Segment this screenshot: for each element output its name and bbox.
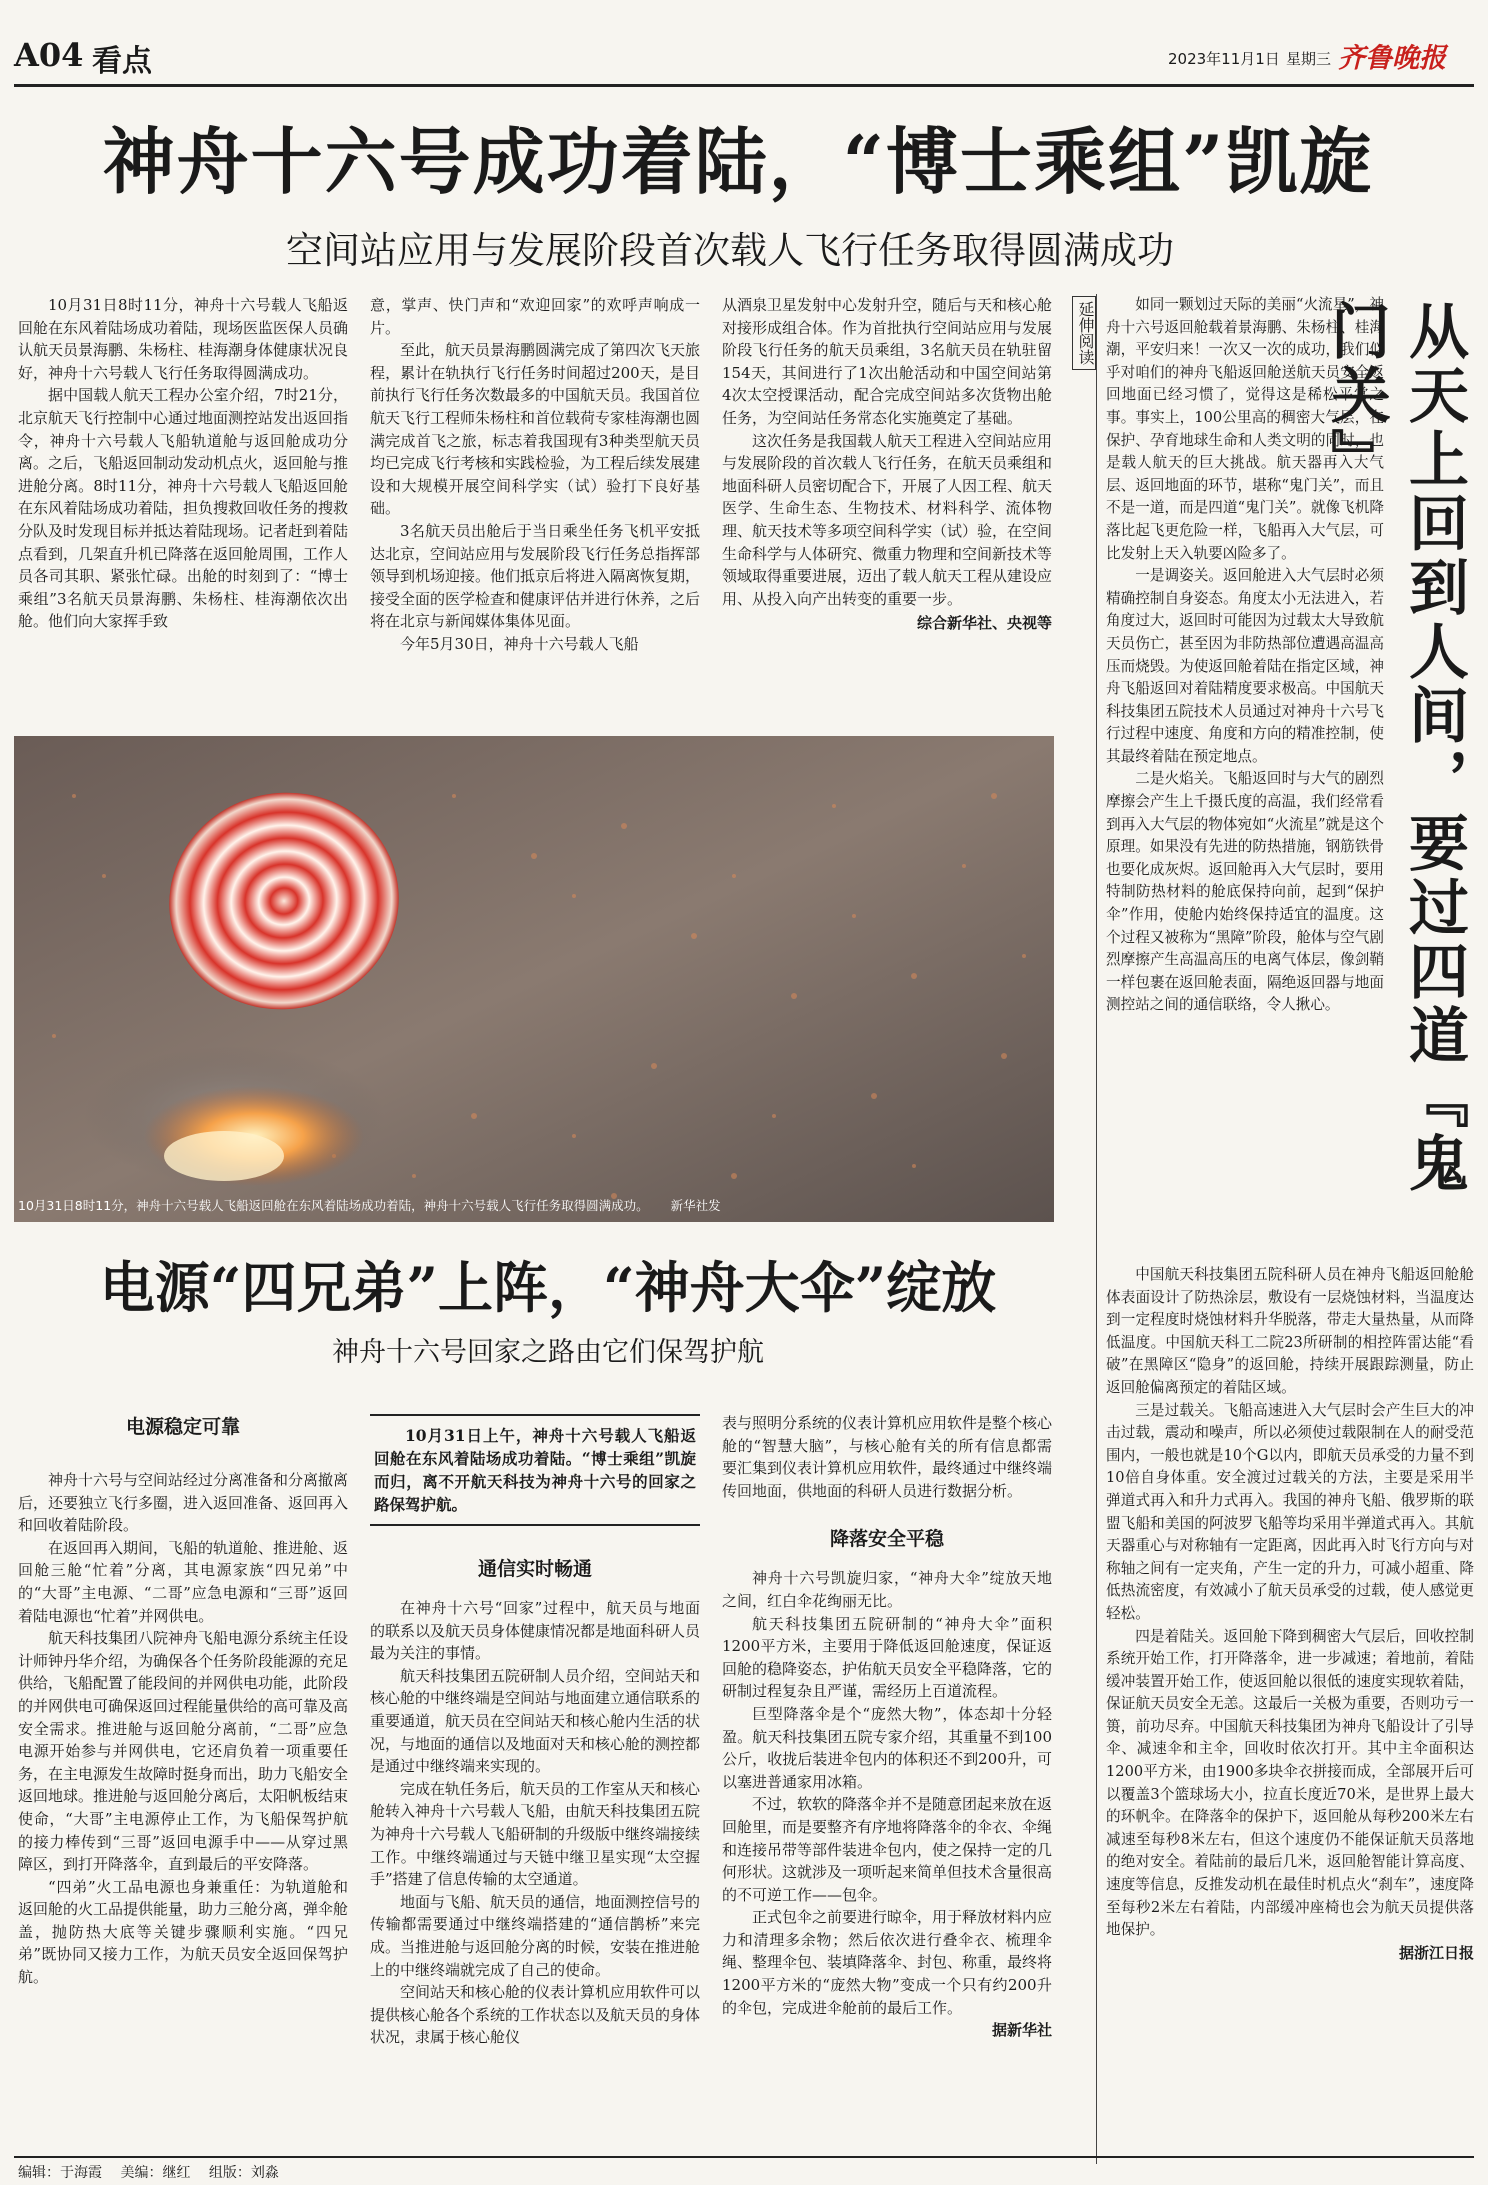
section-title-comms: 通信实时畅通 bbox=[477, 1558, 592, 1580]
article2-credit: 据新华社 bbox=[991, 2021, 1052, 2040]
section-title-power: 电源稳定可靠 bbox=[125, 1416, 240, 1438]
paragraph: 据中国载人航天工程办公室介绍，7时21分，北京航天飞行控制中心通过地面测控站发出返回指令，神舟十六号载人飞船轨道舱与返回舱成功分离。之后，飞船返回制动发动机点火，返回舱与推进舱分离。8时11分，神舟十六号载人飞船返回舱在东风着陆场成功着陆，担负搜救回收任务的搜救分队及时发现目标并抵达着陆现场。记者赶到着陆点看到，几架直升机已降落在返回舱周围，工作人员各司其职、紧张忙碌。出舱的时刻到了：“博士乘组”3名航天员景海鹏、朱杨柱、桂海潮依次出舱。他们向大家挥手致 bbox=[18, 386, 349, 631]
paragraph: 从酒泉卫星发射中心发射升空，随后与天和核心舱对接形成组合体。作为首批执行空间站应用与发展阶段飞行任务的航天员乘组，3名航天员在轨驻留154天，其间进行了1次出舱活动和中国空间站第4次太空授课活动，配合完成空间站多次货物出舱任务，为空间站任务常态化实施奠定了基础。 bbox=[722, 296, 1053, 427]
page-number: A04 bbox=[14, 36, 84, 74]
paragraph: 正式包伞之前要进行晾伞，用于释放材料内应力和清理多余物；然后依次进行叠伞衣、梳理伞绳、整理伞包、装填降落伞、封包、称重，最终将1200平方米的“庞然大物”变成一个只有约200升的伞包，完成进伞舱前的最后工作。 bbox=[722, 1908, 1053, 2017]
article2-col1 bbox=[18, 1412, 348, 1989]
paragraph: 航天科技集团五院研制的“神舟大伞”面积1200平方米，主要用于降低返回舱速度，保证返回舱的稳降姿态，护佑航天员安全平稳降落，它的研制过程复杂且严谨，需经历上百道流程。 bbox=[722, 1614, 1053, 1701]
paragraph: 在返回再入期间，飞船的轨道舱、推进舱、返回舱三舱“忙着”分离，其电源家族“四兄弟”中的“大哥”主电源、“二哥”应急电源和“三哥”返回着陆电源也“忙着”并网供电。 bbox=[18, 1538, 349, 1625]
footer-rule bbox=[14, 2156, 1474, 2158]
paragraph: 巨型降落伞是个“庞然大物”，体态却十分轻盈。航天科技集团五院专家介绍，其重量不到100公斤，收拢后装进伞包内的体积还不到200升，可以塞进普通家用冰箱。 bbox=[722, 1704, 1052, 1791]
paragraph: 航天科技集团八院神舟飞船电源分系统主任设计师钟丹华介绍，为确保各个任务阶段能源的充足供给，飞船配置了能段间的并网供电功能，此阶段的并网供电可确保返回过程能量供给的高可靠及高安全需求。推进舱与返回舱分离前，“二哥”应急电源开始参与并网供电，它还肩负着一项重要任务，在主电源发生故障时挺身而出，助力飞船安全返回地球。推进舱与返回舱分离后，太阳帆板结束使命，“大哥”主电源停止工作，为飞船保驾护航的接力棒传到“三哥”返回电源手中——从穿过黑障区，到打开降落伞，直到最后的平安降落。 bbox=[18, 1629, 349, 1874]
landing-photo bbox=[14, 736, 1054, 1222]
issue-date: 2023年11月1日 bbox=[1168, 50, 1280, 68]
article2-headline: 电源“四兄弟”上阵，“神舟大伞”绽放 bbox=[99, 1255, 997, 1320]
paragraph: 一是调姿关。返回舱进入大气层时必须精确控制自身姿态。角度太小无法进入，若角度过大，返回时可能因为过载太大导致航天员伤亡，甚至因为非防热部位遭遇高温高压而烧毁。为使返回舱着陆在指定区域，神舟飞船返回对着陆精度要求极高。中国航天科技集团五院技术人员通过对神舟十六号飞行过程中速度、角度和方向的精准控制，使其最终着陆在预定地点。 bbox=[1106, 567, 1384, 765]
article2-subheadline: 神舟十六号回家之路由它们保驾护航 bbox=[332, 1337, 764, 1368]
article1-subheadline: 空间站应用与发展阶段首次载人飞行任务取得圆满成功 bbox=[286, 229, 1174, 272]
paragraph: 意，掌声、快门声和“欢迎回家”的欢呼声响成一片。 bbox=[370, 296, 700, 337]
paragraph: 四是着陆关。返回舱下降到稠密大气层后，回收控制系统开始工作，打开降落伞，进一步减速；着地前，着陆缓冲装置开始工作，使返回舱以很低的速度实现软着陆，保证航天员安全无恙。这最后一关极为重要，否则功亏一篑，前功尽弃。中国航天科技集团为神舟飞船设计了引导伞、减速伞和主伞，回收时依次打开。其中主伞面积达1200平方米，由1900多块伞衣拼接而成，全部展开后可以覆盖3个篮球场大小，拉直长度近70米，是世界上最大的环帆伞。在降落伞的保护下，返回舱从每秒200米左右减速至每秒8米左右，但这个速度仍不能保证航天员落地的绝对安全。着陆前的最后几米，返回舱智能计算高度、速度等信息，反推发动机在最佳时机点火“刹车”，速度降至每秒2米左右着陆，内部缓冲座椅也会为航天员提供落地保护。 bbox=[1106, 1627, 1474, 1939]
footer-editor: 编辑：于海霞 bbox=[18, 2165, 102, 2181]
paragraph: 完成在轨任务后，航天员的工作室从天和核心舱转入神舟十六号载人飞船，由航天科技集团五院为神舟十六号载人飞船研制的升级版中继终端接续工作。中继终端通过与天链中继卫星实现“太空握手”搭建了信息传输的太空通道。 bbox=[370, 1779, 701, 1889]
lead-text: 10月31日上午，神舟十六号载人飞船返回舱在东风着陆场成功着陆。“博士乘组”凯旋而归，离不开航天科技为神舟十六号的回家之路保驾护航。 bbox=[374, 1426, 696, 1514]
photo-caption bbox=[18, 1196, 1038, 1214]
paragraph: 神舟十六号凯旋归家，“神舟大伞”绽放天地之间，红白伞花绚丽无比。 bbox=[722, 1569, 1052, 1610]
section-title-landing: 降落安全平稳 bbox=[829, 1528, 944, 1551]
section-title: 看点 bbox=[92, 44, 152, 79]
paragraph: 至此，航天员景海鹏圆满完成了第四次飞天旅程，累计在轨执行飞行任务时间超过200天，是目前执行飞行任务次数最多的中国航天员。我国首位航天飞行工程师朱杨柱和首位载荷专家桂海潮也圆满完成首飞之旅，标志着我国现有3种类型航天员均已完成飞行考核和实践检验，为工程后续发展建设和大规模开展空间科学实（试）验打下良好基础。 bbox=[370, 341, 701, 518]
article2-col2 bbox=[370, 1414, 700, 2049]
paragraph: “四弟”火工品电源也身兼重任：为轨道舱和返回舱的火工品提供能量，助力三舱分离，弹伞舱盖，抛防热大底等关键步骤顺利实施。“四兄弟”既协同又接力工作，为航天员安全返回保驾护航。 bbox=[18, 1877, 349, 1987]
paragraph: 三是过载关。飞船高速进入大气层时会产生巨大的冲击过载，震动和噪声，所以必须使过载限制在人的耐受范围内，一般也就是10个G以内，即航天员承受的力量不到10倍自身体重。安全渡过过载关的方法，主要是采用半弹道式再入和升力式再入。我国的神舟飞船、俄罗斯的联盟飞船和美国的阿波罗飞船等均采用半弹道式再入。其航天器重心与对称轴有一定距离，因此再入时飞行方向与对称轴之间有一定夹角，产生一定的升力，可减小超重、降低热流密度，有效减小了航天员承受的过载，使人感觉更轻松。 bbox=[1106, 1401, 1474, 1622]
paragraph: 航天科技集团五院研制人员介绍，空间站天和核心舱的中继终端是空间站与地面建立通信联系的重要通道，航天员在空间站天和核心舱内生活的状况，与地面的通信以及地面对天和核心舱的测控都是通过中继终端来实现的。 bbox=[370, 1666, 701, 1776]
paragraph: 不过，软软的降落伞并不是随意团起来放在返回舱里，而是要整齐有序地将降落伞的伞衣、伞绳和连接吊带等部件装进伞包内，使之保持一定的几何形状。这就涉及一项听起来简单但技术含量很高的不可逆工作——包伞。 bbox=[722, 1795, 1053, 1904]
header-rule bbox=[14, 84, 1474, 87]
paragraph: 表与照明分系统的仪表计算机应用软件是整个核心舱的“智慧大脑”，与核心舱有关的所有信息都需要汇集到仪表计算机应用软件，最终通过中继终端传回地面，供地面的科研人员进行数据分析。 bbox=[722, 1414, 1053, 1500]
lead-box bbox=[370, 1414, 700, 1526]
landing-scene-image bbox=[14, 736, 1054, 1222]
caption-text: 10月31日8时11分，神舟十六号载人飞船返回舱在东风着陆场成功着陆，神舟十六号载人飞行任务取得圆满成功。 bbox=[18, 1198, 649, 1213]
sidebar-headline: 从天上回到人间，要过四道『鬼门关』 bbox=[1321, 300, 1469, 1196]
paragraph: 中国航天科技集团五院科研人员在神舟飞船返回舱舱体表面设计了防热涂层，敷设有一层烧蚀材料，当温度达到一定程度时烧蚀材料升华脱落，带走大量热量，从而降低温度。中国航天科工二院23所研制的相控阵雷达能“看破”在黑障区“隐身”的返回舱，持续开展跟踪测量，防止返回舱偏离预定的着陆区域。 bbox=[1106, 1266, 1474, 1396]
sidebar-tag-label: 延伸阅读 bbox=[1076, 301, 1095, 365]
sidebar-body-bottom bbox=[1106, 1264, 1474, 1963]
article1-col3 bbox=[722, 294, 1052, 633]
sidebar-body-top bbox=[1106, 294, 1384, 1017]
issue-weekday: 星期三 bbox=[1286, 50, 1332, 68]
paragraph: 10月31日8时11分，神舟十六号载人飞船返回舱在东风着陆场成功着陆，现场医监医保人员确认航天员景海鹏、朱杨柱、桂海潮身体健康状况良好，神舟十六号载人飞行任务取得圆满成功。 bbox=[18, 296, 349, 382]
paragraph: 二是火焰关。飞船返回时与大气的剧烈摩擦会产生上千摄氏度的高温，我们经常看到再入大气层的物体宛如“火流星”就是这个原理。如果没有先进的防热措施，钢筋铁骨也要化成灰烬。返回舱再入大气层时，要用特制防热材料的舱底保持向前，起到“保护伞”作用，使舱内始终保持适宜的温度。这个过程又被称为“黑障”阶段，舱体与空气剧烈摩擦产生高温高压的电离气体层，像剑鞘一样包裹在返回舱表面，隔绝返回器与地面测控站之间的通信联络，令人揪心。 bbox=[1106, 770, 1384, 1014]
article2-col3 bbox=[722, 1412, 1052, 2040]
article1-credit: 综合新华社、央视等 bbox=[916, 614, 1052, 633]
sidebar-tag bbox=[1072, 296, 1096, 370]
masthead-logo: 齐鲁晚报 bbox=[1338, 43, 1446, 74]
sidebar-divider bbox=[1096, 294, 1097, 2164]
paragraph: 地面与飞船、航天员的通信，地面测控信号的传输都需要通过中继终端搭建的“通信鹊桥”来完成。当推进舱与返回舱分离的时候，安装在推进舱上的中继终端就完成了自己的使命。 bbox=[370, 1892, 701, 1979]
paragraph: 神舟十六号与空间站经过分离准备和分离撤离后，还要独立飞行多圈，进入返回准备、返回再入和回收着陆阶段。 bbox=[18, 1471, 349, 1535]
footer-credits bbox=[18, 2162, 279, 2182]
paragraph: 今年5月30日，神舟十六号载人飞船 bbox=[400, 634, 639, 653]
article1-col2 bbox=[370, 294, 700, 656]
article1-col1 bbox=[18, 294, 348, 633]
paragraph: 如同一颗划过天际的美丽“火流星”，神舟十六号返回舱载着景海鹏、朱杨柱、桂海潮，平安归来！一次又一次的成功，我们似乎对咱们的神舟飞船返回舱送航天员安全返回地面已经习惯了，觉得这是稀松平常之事。事实上，100公里高的稠密大气层，在保护、孕育地球生命和人类文明的同时，也是载人航天的巨大挑战。航天器再入大气层、返回地面的环节，堪称“鬼门关”，而且不是一道，而是四道“鬼门关”。就像飞机降落比起飞更危险一样，飞船再入大气层，可比发射上天入轨要凶险多了。 bbox=[1106, 296, 1384, 562]
paragraph: 这次任务是我国载人航天工程进入空间站应用与发展阶段的首次载人飞行任务，在航天员乘组和地面科研人员密切配合下，开展了人因工程、航天医学、生命生态、生物技术、材料科学、流体物理、航天技术等多项空间科学实（试）验，在空间生命科学与人体研究、微重力物理和空间新技术等领域取得重要进展，迈出了载人航天工程从建设应用、从投入向产出转变的重要一步。 bbox=[722, 431, 1053, 608]
paragraph: 空间站天和核心舱的仪表计算机应用软件可以提供核心舱各个系统的工作状态以及航天员的身体状况，隶属于核心舱仪 bbox=[370, 1983, 701, 2047]
sidebar-credit: 据浙江日报 bbox=[1398, 1943, 1474, 1962]
paragraph: 在神舟十六号“回家”过程中，航天员与地面的联系以及航天员身体健康情况都是地面科研人员最为关注的事情。 bbox=[370, 1599, 701, 1663]
photo-credit: 新华社发 bbox=[670, 1198, 721, 1213]
footer-layout: 组版：刘淼 bbox=[208, 2165, 279, 2181]
footer-art-editor: 美编：继红 bbox=[120, 2165, 191, 2181]
article1-headline: 神舟十六号成功着陆，“博士乘组”凯旋 bbox=[102, 119, 1374, 204]
paragraph: 3名航天员出舱后于当日乘坐任务飞机平安抵达北京，空间站应用与发展阶段飞行任务总指挥部领导到机场迎接。他们抵京后将进入隔离恢复期，接受全面的医学检查和健康评估并进行休养，之后将在北京与新闻媒体集体见面。 bbox=[370, 521, 701, 631]
